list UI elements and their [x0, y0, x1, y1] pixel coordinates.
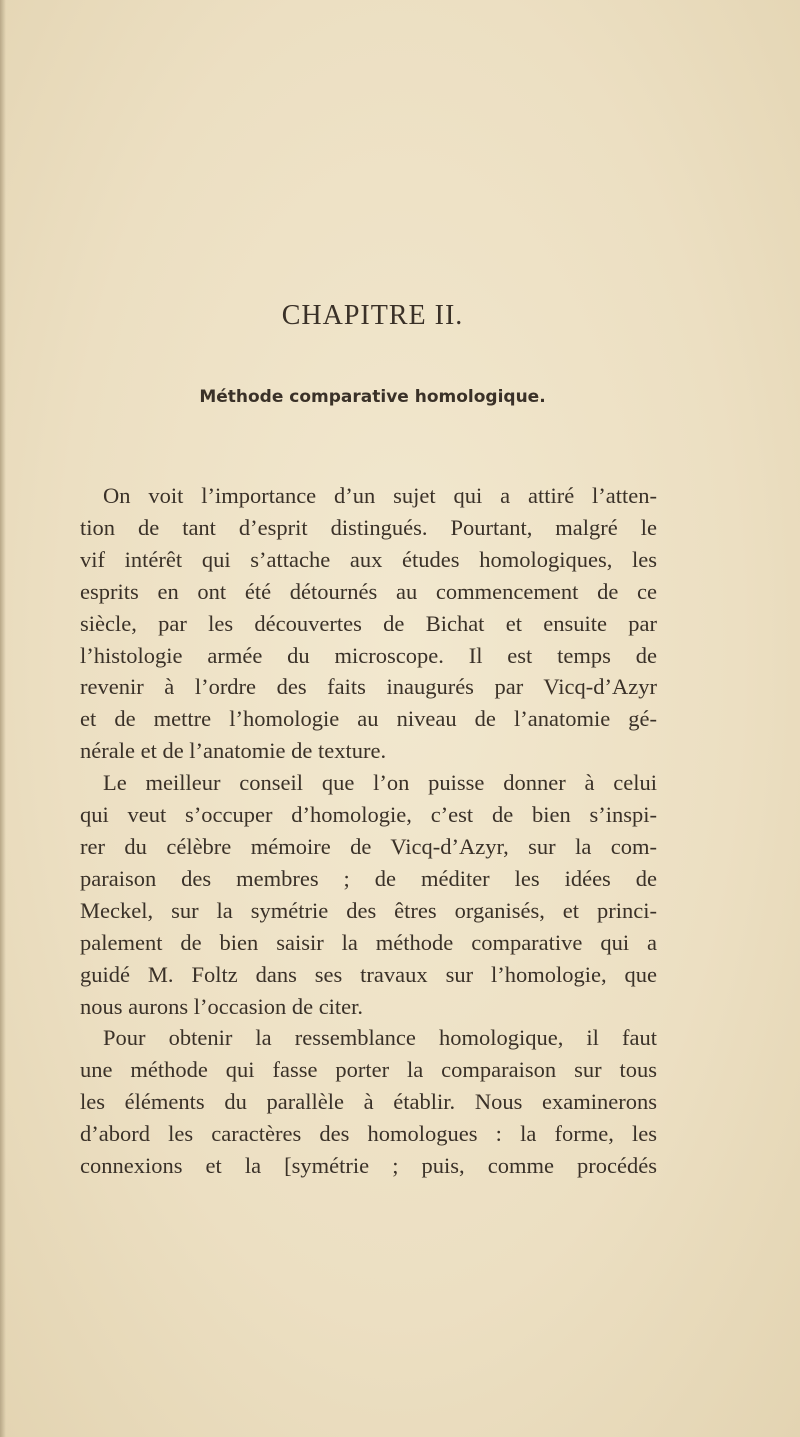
- text-line: esprits en ont été détournés au commencement de ce: [80, 578, 657, 604]
- text-line: vif intérêt qui s’attache aux études homologiques, les: [80, 546, 657, 572]
- section-title: Méthode comparative homologique.: [199, 387, 546, 407]
- page-edge-shadow: [0, 0, 6, 1437]
- text-line: paraison des membres ; de méditer les idées de: [80, 865, 657, 891]
- text-line: On voit l’importance d’un sujet qui a attiré l’atten-: [103, 483, 657, 508]
- text-line: rer du célèbre mémoire de Vicq-d’Azyr, sur la com-: [80, 833, 657, 859]
- text-line: connexions et la [symétrie ; puis, comme procédés: [80, 1153, 657, 1179]
- text-line: les éléments du parallèle à établir. Nous examinerons: [80, 1089, 657, 1115]
- text-line: l’histologie armée du microscope. Il est temps de: [80, 642, 657, 668]
- text-line: une méthode qui fasse porter la comparaison sur tous: [80, 1057, 657, 1083]
- chapter-title: CHAPITRE II.: [281, 300, 464, 331]
- text-line: Meckel, sur la symétrie des êtres organisés, et princi-: [80, 897, 657, 923]
- text-line: Pour obtenir la ressemblance homologique, il faut: [103, 1025, 657, 1051]
- text-line: nous aurons l’occasion de citer.: [80, 993, 364, 1019]
- text-line: siècle, par les découvertes de Bichat et ensuite par: [80, 610, 657, 636]
- body-text: [80, 480, 657, 1182]
- text-line: Le meilleur conseil que l’on puisse donner à celui: [103, 770, 657, 796]
- text-line: et de mettre l’homologie au niveau de l’anatomie gé-: [80, 706, 657, 732]
- text-line: guidé M. Foltz dans ses travaux sur l’homologie, que: [80, 961, 657, 987]
- text-line: d’abord les caractères des homologues : la forme, les: [80, 1121, 657, 1147]
- text-line: palement de bien saisir la méthode comparative qui a: [80, 929, 657, 955]
- text-line: qui veut s’occuper d’homologie, c’est de bien s’inspi-: [80, 802, 657, 828]
- text-line: revenir à l’ordre des faits inaugurés par Vicq-d’Azyr: [80, 674, 657, 700]
- text-line: nérale et de l’anatomie de texture.: [80, 738, 387, 764]
- text-line: tion de tant d’esprit distingués. Pourtant, malgré le: [80, 514, 657, 540]
